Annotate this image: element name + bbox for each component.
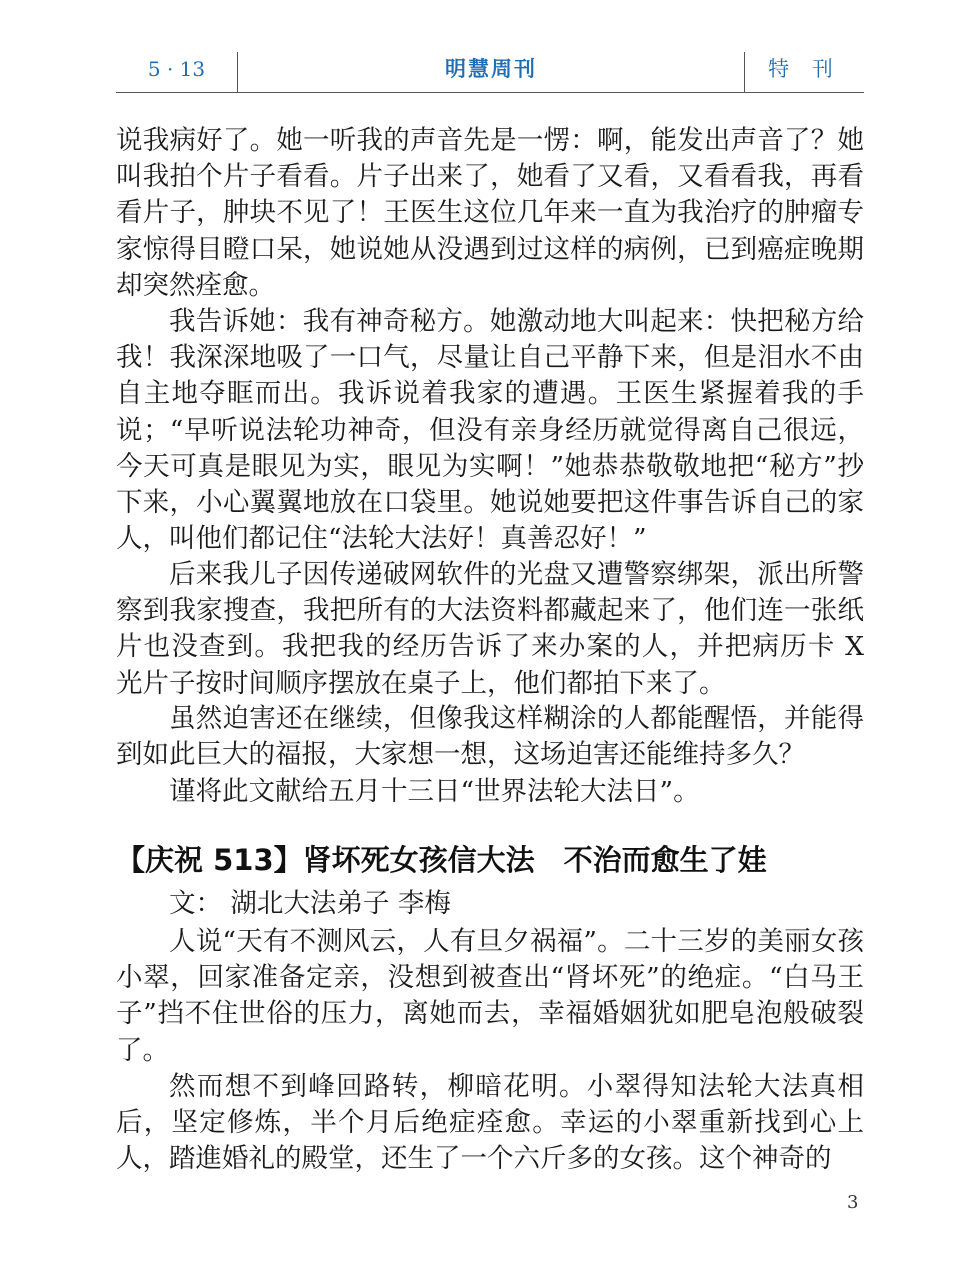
article2-title: 【庆祝 513】肾坏死女孩信大法 不治而愈生了娃 [116,843,767,877]
publication-title: 明慧周刊 [445,56,537,81]
issue-date: 5 · 13 [116,52,238,92]
article2-author: 文： 湖北大法弟子 李梅 [169,888,451,919]
section-label: 特 刊 [744,52,864,92]
article2-paragraph-1: 人说“天有不测风云，人有旦夕祸福”。二十三岁的美丽女孩小翠，回家准备定亲，没想到被查出“肾坏死”的绝症。“白马王子”挡不住世俗的压力，离她而去，幸福婚姻犹如肥皂泡般破裂了。 [116,926,864,1066]
page-header [116,52,864,93]
article1-paragraph-5: 谨将此文献给五月十三日“世界法轮大法日”。 [169,776,700,807]
page-number: 3 [847,1192,859,1213]
article1-paragraph-2: 我告诉她：我有神奇秘方。她激动地大叫起来：快把秘方给我！我深深地吸了一口气，尽量让自己平静下来，但是泪水不由自主地夺眶而出。我诉说着我家的遭遇。王医生紧握着我的手说；“早听说法轮功神奇，但没有亲身经历就觉得离自己很远，今天可真是眼见为实，眼见为实啊！”她恭恭敬敬地把“秘方”抄下来，小心翼翼地放在口袋里。她说她要把这件事告诉自己的家人，叫他们都记住“法轮大法好！真善忍好！” [116,306,864,555]
article1-paragraph-4: 虽然迫害还在继续，但像我这样糊涂的人都能醒悟，并能得到如此巨大的福报，大家想一想，这场迫害还能维持多久？ [116,703,864,771]
article1-paragraph-1: 说我病好了。她一听我的声音先是一愣：啊，能发出声音了？她叫我拍个片子看看。片子出来了，她看了又看，又看看我，再看看片子，肿块不见了！王医生这位几年来一直为我治疗的肿瘤专家惊得目瞪口呆，她说她从没遇到过这样的病例，已到癌症晚期却突然痊愈。 [116,125,864,301]
article2-paragraph-2: 然而想不到峰回路转，柳暗花明。小翠得知法轮大法真相后，坚定修炼，半个月后绝症痊愈。幸运的小翠重新找到心上人，踏進婚礼的殿堂，还生了一个六斤多的女孩。这个神奇的 [116,1071,864,1175]
article1-paragraph-3: 后来我儿子因传递破网软件的光盘又遭警察绑架，派出所警察到我家搜查，我把所有的大法资料都藏起来了，他们连一张纸片也没查到。我把我的经历告诉了来办案的人，并把病历卡 X 光片子按时间顺序摆放在桌子上，他们都拍下来了。 [116,559,864,699]
